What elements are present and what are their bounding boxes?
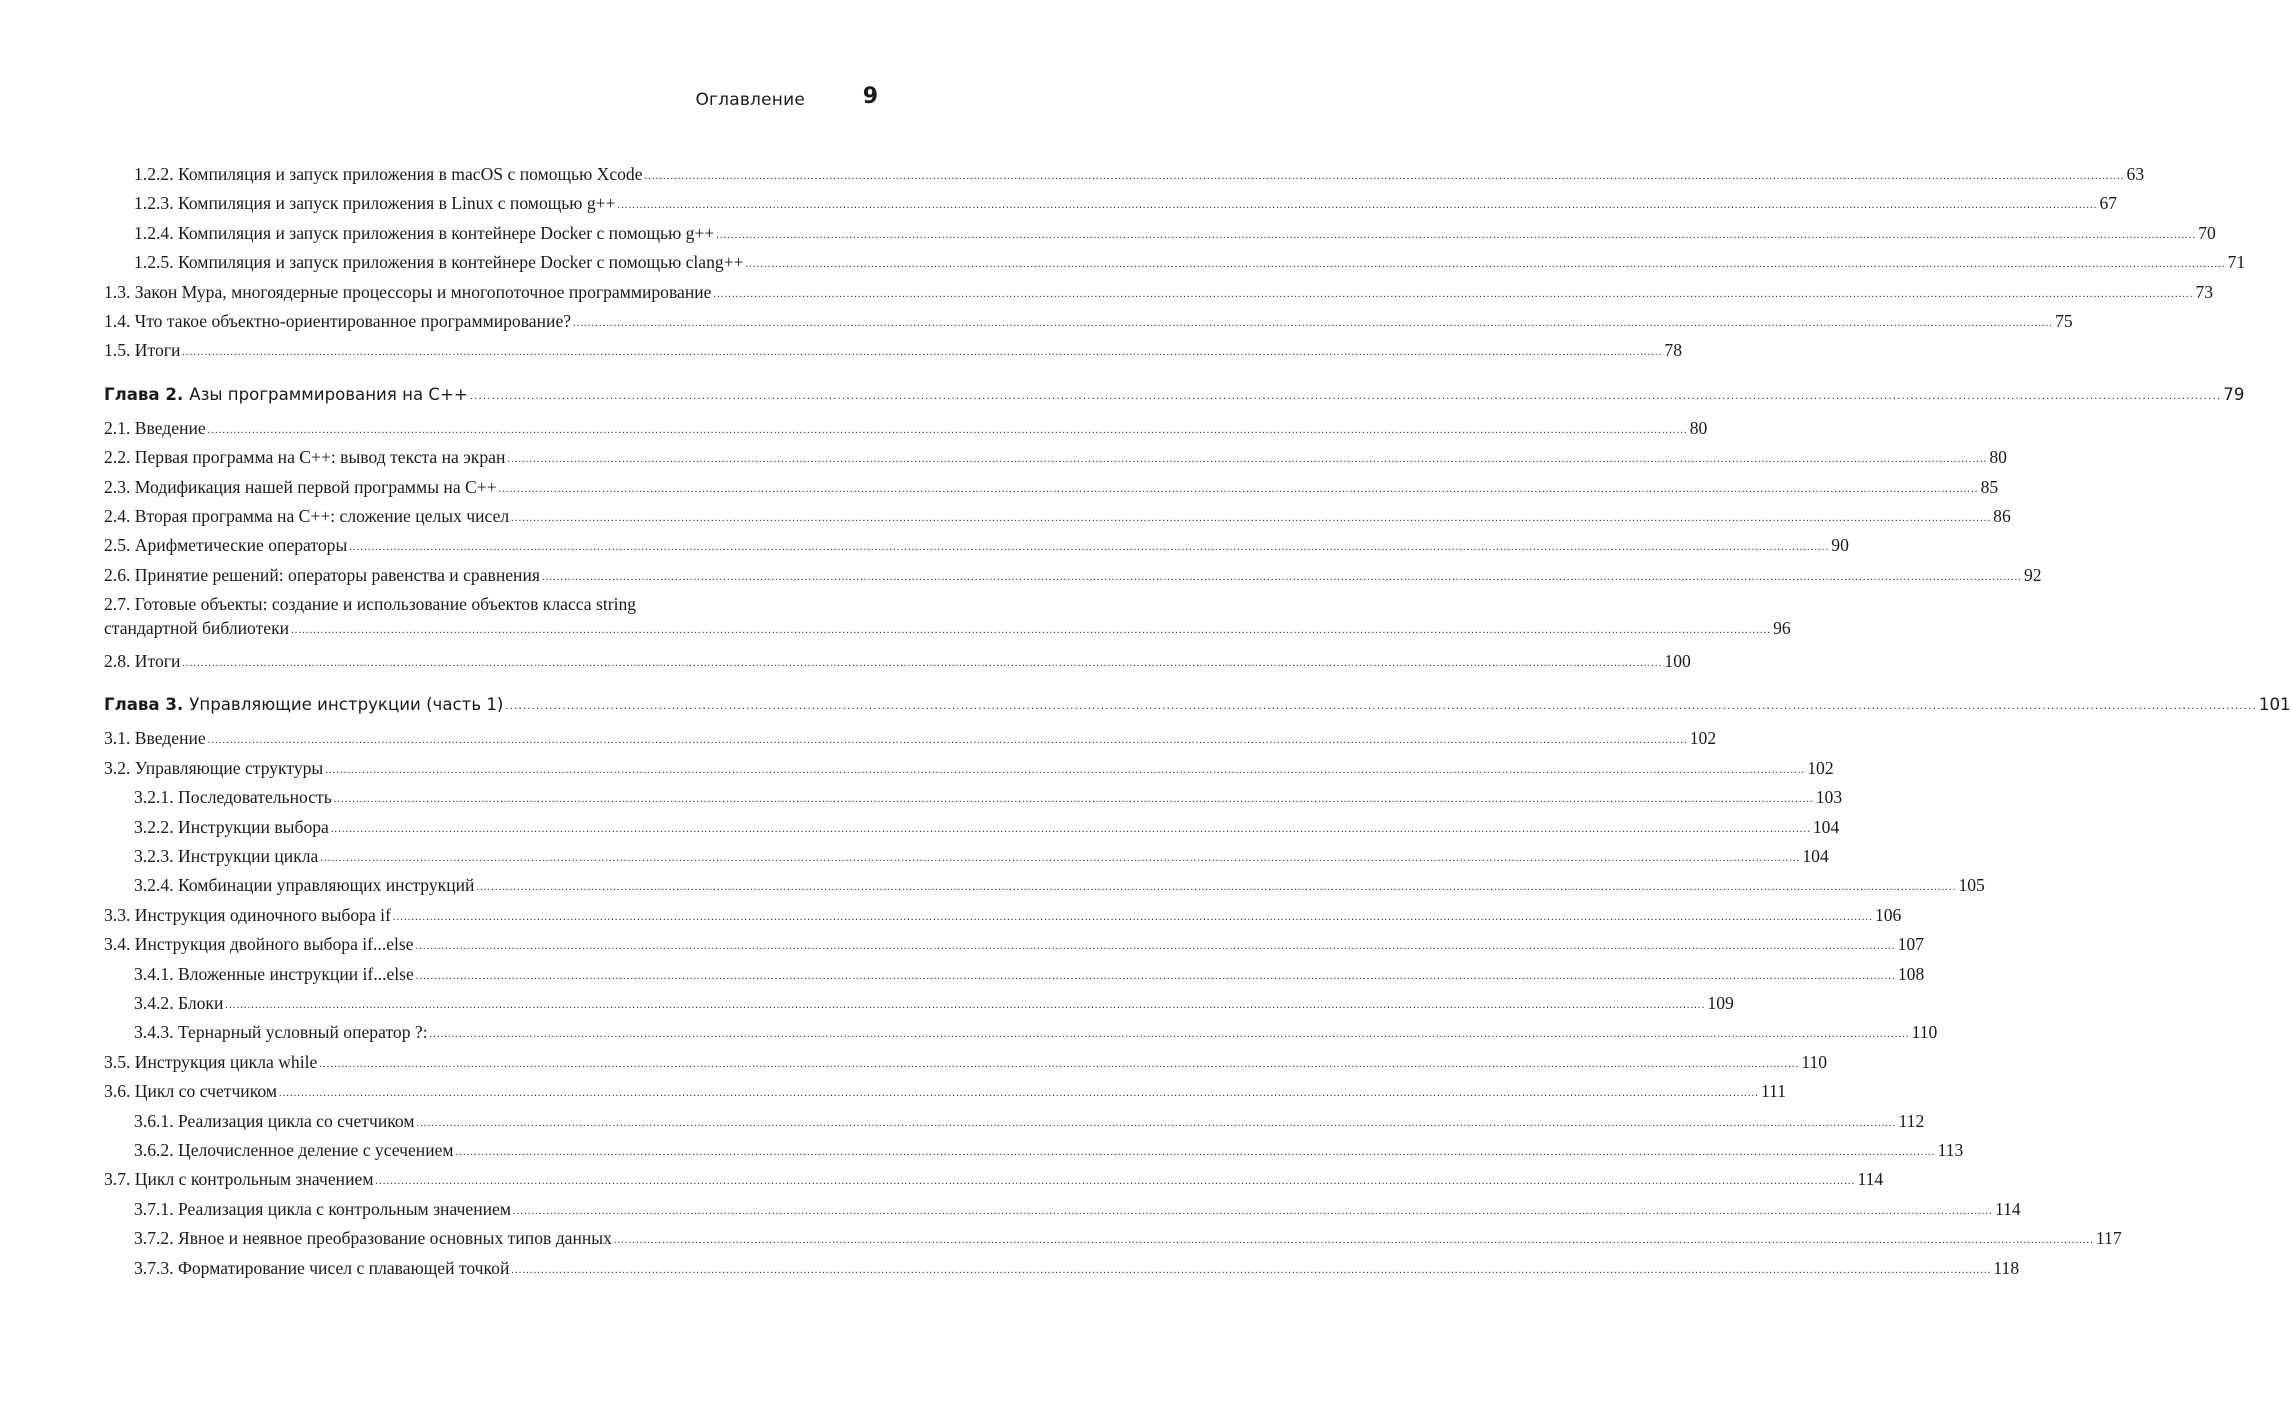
section-title: 2.1. Введение <box>104 417 206 438</box>
page-number-ref: 113 <box>1937 1139 1964 1160</box>
chapter-label: Глава 3. <box>104 695 184 715</box>
page-number-ref: 118 <box>1993 1257 2020 1278</box>
section-title: 3.5. Инструкция цикла while <box>104 1051 318 1072</box>
subsection-title: 3.4.1. Вложенные инструкции if...else <box>134 963 414 984</box>
dot-leader: ................................................................................................................................................................................................................................................................................................................................................................................................................ <box>330 823 1811 835</box>
dot-leader: ................................................................................................................................................................................................................................................................................................................................................................................................................ <box>745 259 2226 271</box>
dot-leader: ................................................................................................................................................................................................................................................................................................................................................................................................................ <box>349 542 1830 554</box>
toc-chapter-entry <box>104 686 2291 724</box>
page-number-ref: 114 <box>1857 1169 1884 1190</box>
chapter-name: Управляющие инструкции (часть 1) <box>189 695 504 715</box>
dot-leader: ................................................................................................................................................................................................................................................................................................................................................................................................................ <box>505 701 2257 713</box>
dot-leader: ................................................................................................................................................................................................................................................................................................................................................................................................................ <box>716 229 2197 241</box>
toc-subsection-entry <box>104 219 2216 248</box>
subsection-title: 3.7.2. Явное и неявное преобразование основных типов данных <box>134 1228 612 1249</box>
page-number-ref: 112 <box>1898 1110 1925 1131</box>
toc-subsection-entry <box>104 1018 1938 1047</box>
chapter-label: Глава 2. <box>104 384 184 404</box>
dot-leader: ................................................................................................................................................................................................................................................................................................................................................................................................................ <box>455 1146 1936 1158</box>
toc-subsection-entry <box>104 1136 1964 1165</box>
subsection-title: 1.2.3. Компиляция и запуск приложения в Linux с помощью g++ <box>134 193 616 214</box>
dot-leader: ................................................................................................................................................................................................................................................................................................................................................................................................................ <box>182 658 1663 670</box>
toc-section-entry <box>104 592 1791 644</box>
toc-subsection-entry <box>104 813 1840 842</box>
section-title: 3.1. Введение <box>104 728 206 749</box>
page-number-ref: 114 <box>1994 1198 2021 1219</box>
page-number-ref: 80 <box>1989 447 2007 468</box>
page-number-ref: 78 <box>1664 340 1682 361</box>
page-number-ref: 102 <box>1689 728 1717 749</box>
toc-section-entry <box>104 473 1999 502</box>
toc-section-entry <box>104 1077 1787 1106</box>
dot-leader: ................................................................................................................................................................................................................................................................................................................................................................................................................ <box>617 200 2098 212</box>
section-title-line2: стандартной библиотеки <box>104 618 290 639</box>
chapter-title <box>104 686 503 724</box>
header-title: Оглавление <box>695 90 805 110</box>
dot-leader: ................................................................................................................................................................................................................................................................................................................................................................................................................ <box>415 941 1896 953</box>
toc-section-entry <box>104 754 1834 783</box>
section-title: 1.5. Итоги <box>104 340 181 361</box>
dot-leader: ................................................................................................................................................................................................................................................................................................................................................................................................................ <box>644 171 2125 182</box>
dot-leader: ................................................................................................................................................................................................................................................................................................................................................................................................................ <box>713 288 2194 300</box>
toc-subsection-entry <box>104 160 2145 189</box>
chapter-name: Азы программирования на C++ <box>189 384 468 404</box>
page-number-ref: 63 <box>2126 164 2145 184</box>
toc-section-entry <box>104 336 1682 365</box>
toc-section-entry <box>104 278 2214 307</box>
page-number-ref: 80 <box>1689 417 1708 438</box>
section-title: 2.4. Вторая программа на C++: сложение целых чисел <box>104 505 510 526</box>
dot-leader: ................................................................................................................................................................................................................................................................................................................................................................................................................ <box>207 424 1688 436</box>
subsection-title: 3.6.1. Реализация цикла со счетчиком <box>134 1110 415 1131</box>
toc-subsection-entry <box>104 189 2118 218</box>
dot-leader: ................................................................................................................................................................................................................................................................................................................................................................................................................ <box>573 317 2054 329</box>
dot-leader: ................................................................................................................................................................................................................................................................................................................................................................................................................ <box>507 454 1988 466</box>
dot-leader: ................................................................................................................................................................................................................................................................................................................................................................................................................ <box>392 911 1873 923</box>
page-number-ref: 109 <box>1707 992 1734 1013</box>
chapter-title <box>104 376 468 414</box>
toc-section-entry <box>104 901 1902 930</box>
subsection-title: 3.2.2. Инструкции выбора <box>134 816 329 837</box>
dot-leader: ................................................................................................................................................................................................................................................................................................................................................................................................................ <box>476 882 1957 894</box>
section-title: 3.6. Цикл со счетчиком <box>104 1081 277 1102</box>
subsection-title: 3.4.2. Блоки <box>134 992 224 1013</box>
page-number-ref: 108 <box>1897 963 1925 984</box>
toc-section-entry <box>104 307 2073 336</box>
subsection-title: 3.2.3. Инструкции цикла <box>134 846 319 867</box>
page-number-ref: 90 <box>1831 535 1849 556</box>
toc-section-entry <box>104 561 2042 590</box>
page-number-ref: 75 <box>2055 310 2073 331</box>
toc-section-entry <box>104 1165 1884 1194</box>
page-number-ref: 96 <box>1773 618 1791 639</box>
toc-section-entry <box>104 531 1849 560</box>
page-number-ref: 117 <box>2095 1228 2122 1249</box>
dot-leader: ................................................................................................................................................................................................................................................................................................................................................................................................................ <box>511 512 1992 524</box>
dot-leader: ................................................................................................................................................................................................................................................................................................................................................................................................................ <box>182 347 1663 359</box>
subsection-title: 3.6.2. Целочисленное деление с усечением <box>134 1139 454 1160</box>
toc-chapter-entry <box>104 376 2245 414</box>
page-number-ref: 111 <box>1760 1081 1787 1102</box>
page-number-ref: 105 <box>1958 875 1985 896</box>
toc-section-entry <box>104 930 1924 959</box>
toc-subsection-entry <box>104 842 1829 871</box>
toc-subsection-entry <box>104 1107 1925 1136</box>
page-number: 9 <box>862 84 878 109</box>
dot-leader: ................................................................................................................................................................................................................................................................................................................................................................................................................ <box>613 1235 2094 1247</box>
section-title: 2.8. Итоги <box>104 651 181 672</box>
toc-subsection-entry <box>104 1195 2021 1224</box>
subsection-title: 3.4.3. Тернарный условный оператор ?: <box>134 1022 428 1043</box>
toc-subsection-entry <box>104 989 1734 1018</box>
section-title: 2.7. Готовые объекты: создание и использование объектов класса string <box>104 594 637 615</box>
dot-leader: ................................................................................................................................................................................................................................................................................................................................................................................................................ <box>498 483 1979 495</box>
dot-leader: ................................................................................................................................................................................................................................................................................................................................................................................................................ <box>415 970 1896 982</box>
page-number-ref: 71 <box>2227 252 2246 273</box>
toc-section-entry <box>104 647 1691 676</box>
section-title: 2.3. Модификация нашей первой программы на C++ <box>104 476 497 497</box>
page-number-ref: 110 <box>1801 1051 1828 1072</box>
dot-leader: ................................................................................................................................................................................................................................................................................................................................................................................................................ <box>511 1264 1992 1276</box>
toc-section-entry <box>104 414 1708 443</box>
dot-leader: ................................................................................................................................................................................................................................................................................................................................................................................................................ <box>225 999 1706 1011</box>
subsection-title: 1.2.2. Компиляция и запуск приложения в macOS с помощью Xcode <box>134 164 643 184</box>
table-of-contents <box>104 160 2291 1283</box>
section-title: 2.2. Первая программа на C++: вывод текста на экран <box>104 447 506 468</box>
dot-leader: ................................................................................................................................................................................................................................................................................................................................................................................................................ <box>320 853 1801 865</box>
dot-leader: ................................................................................................................................................................................................................................................................................................................................................................................................................ <box>278 1088 1759 1100</box>
toc-subsection-entry <box>104 871 1985 900</box>
page-number-ref: 104 <box>1802 846 1829 867</box>
toc-section-entry <box>104 502 2011 531</box>
section-title: 2.5. Арифметические операторы <box>104 535 348 556</box>
page-number-ref: 92 <box>2023 564 2042 585</box>
dot-leader: ................................................................................................................................................................................................................................................................................................................................................................................................................ <box>333 794 1814 806</box>
subsection-title: 1.2.5. Компиляция и запуск приложения в контейнере Docker с помощью clang++ <box>134 252 744 273</box>
page-number-ref: 107 <box>1897 934 1924 955</box>
subsection-title: 3.2.1. Последовательность <box>134 787 332 808</box>
toc-section-entry <box>104 724 1717 753</box>
page-number-ref: 67 <box>2099 193 2118 214</box>
page-number-ref: 110 <box>1911 1022 1938 1043</box>
dot-leader: ................................................................................................................................................................................................................................................................................................................................................................................................................ <box>291 625 1772 637</box>
toc-section-entry <box>104 443 2007 472</box>
section-title: 3.7. Цикл с контрольным значением <box>104 1169 374 1190</box>
page-number-ref: 106 <box>1874 904 1902 925</box>
dot-leader: ................................................................................................................................................................................................................................................................................................................................................................................................................ <box>375 1176 1856 1188</box>
page-number-ref: 86 <box>1993 505 2011 526</box>
page-number-ref: 104 <box>1812 816 1840 837</box>
subsection-title: 1.2.4. Компиляция и запуск приложения в контейнере Docker с помощью g++ <box>134 222 715 243</box>
section-title-continuation <box>104 616 1791 644</box>
page-number-ref: 79 <box>2223 384 2245 404</box>
section-title: 1.3. Закон Мура, многоядерные процессоры и многопоточное программирование <box>104 281 712 302</box>
section-title: 3.3. Инструкция одиночного выбора if <box>104 904 391 925</box>
dot-leader: ................................................................................................................................................................................................................................................................................................................................................................................................................ <box>469 390 2222 402</box>
toc-subsection-entry <box>104 1254 2020 1283</box>
dot-leader: ................................................................................................................................................................................................................................................................................................................................................................................................................ <box>429 1029 1910 1041</box>
subsection-title: 3.2.4. Комбинации управляющих инструкций <box>134 875 475 896</box>
subsection-title: 3.7.3. Форматирование чисел с плавающей точкой <box>134 1257 510 1278</box>
toc-subsection-entry <box>104 248 2246 277</box>
toc-section-entry <box>104 1048 1828 1077</box>
section-title: 1.4. Что такое объектно-ориентированное программирование? <box>104 310 572 331</box>
page-number-ref: 73 <box>2195 281 2214 302</box>
dot-leader: ................................................................................................................................................................................................................................................................................................................................................................................................................ <box>541 571 2022 583</box>
subsection-title: 3.7.1. Реализация цикла с контрольным значением <box>134 1198 511 1219</box>
page-number-ref: 101 <box>2258 695 2291 715</box>
page-number-ref: 103 <box>1815 787 1843 808</box>
section-title: 3.4. Инструкция двойного выбора if...else <box>104 934 414 955</box>
page-number-ref: 102 <box>1807 757 1834 778</box>
dot-leader: ................................................................................................................................................................................................................................................................................................................................................................................................................ <box>512 1205 1993 1217</box>
dot-leader: ................................................................................................................................................................................................................................................................................................................................................................................................................ <box>325 764 1806 776</box>
dot-leader: ................................................................................................................................................................................................................................................................................................................................................................................................................ <box>319 1058 1800 1070</box>
dot-leader: ................................................................................................................................................................................................................................................................................................................................................................................................................ <box>416 1117 1897 1129</box>
toc-subsection-entry <box>104 960 1925 989</box>
section-title: 3.2. Управляющие структуры <box>104 757 324 778</box>
toc-subsection-entry <box>104 783 1843 812</box>
page-number-ref: 70 <box>2198 222 2216 243</box>
running-header <box>0 84 1000 120</box>
page-number-ref: 85 <box>1980 476 1999 497</box>
section-title: 2.6. Принятие решений: операторы равенства и сравнения <box>104 564 540 585</box>
page-number-ref: 100 <box>1664 651 1691 672</box>
dot-leader: ................................................................................................................................................................................................................................................................................................................................................................................................................ <box>207 735 1688 747</box>
toc-subsection-entry <box>104 1224 2122 1253</box>
